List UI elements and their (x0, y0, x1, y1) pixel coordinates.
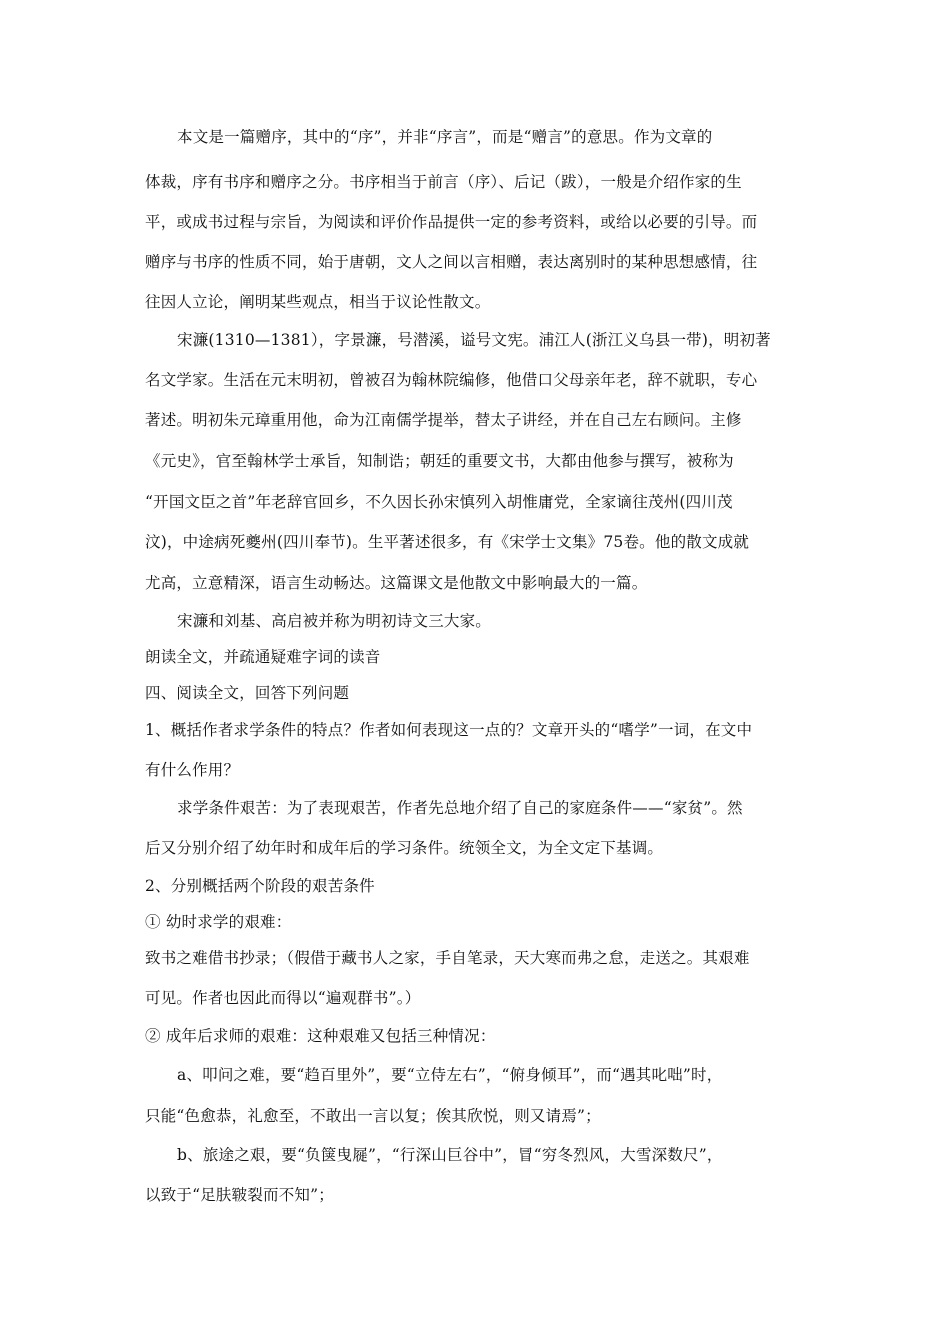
paragraph-line: 《元史》，官至翰林学士承旨，知制诰；朝廷的重要文书，大都由他参与撰写，被称为 (145, 452, 734, 470)
answer-line: b、旅途之艰，要“负箧曳屣”，“行深山巨谷中”，冒“穷冬烈风，大雪深数尺”， (177, 1146, 723, 1164)
paragraph-line: 本文是一篇赠序，其中的“序”，并非“序言”，而是“赠言”的意思。作为文章的 (177, 128, 713, 146)
answer-line: 以致于“足肤皲裂而不知”； (145, 1186, 334, 1204)
subheading-line: ① 幼时求学的艰难： (145, 913, 292, 931)
paragraph-line: 朗读全文，并疏通疑难字词的读音 (145, 648, 381, 666)
paragraph-line: 尤高，立意精深，语言生动畅达。这篇课文是他散文中影响最大的一篇。 (145, 574, 648, 592)
paragraph-line: 宋濂(1310—1381），字景濂，号潜溪，谥号文宪。浦江人(浙江义乌县一带)，明初著 (177, 331, 771, 349)
paragraph-line: 赠序与书序的性质不同，始于唐朝，文人之间以言相赠，表达离别时的某种思想感情，往 (145, 253, 758, 271)
subheading-line: ② 成年后求师的艰难：这种艰难又包括三种情况： (145, 1027, 496, 1045)
paragraph-line: 体裁，序有书序和赠序之分。书序相当于前言（序）、后记（跋），一般是介绍作家的生 (145, 173, 742, 191)
question-line: 2、分别概括两个阶段的艰苦条件 (145, 877, 375, 895)
paragraph-line: 往因人立论，阐明某些观点，相当于议论性散文。 (145, 293, 491, 311)
answer-line: 可见。作者也因此而得以“遍观群书”。） (145, 989, 421, 1007)
question-line: 有什么作用？ (145, 761, 240, 779)
paragraph-line: 平，或成书过程与宗旨，为阅读和评价作品提供一定的参考资料，或给以必要的引导。而 (145, 213, 758, 231)
paragraph-line: 名文学家。生活在元末明初，曾被召为翰林院编修，他借口父母亲年老，辞不就职，专心 (145, 371, 758, 389)
answer-line: 后又分别介绍了幼年时和成年后的学习条件。统领全文，为全文定下基调。 (145, 839, 664, 857)
paragraph-line: 汶)，中途病死夔州(四川奉节)。生平著述很多，有《宋学士文集》75卷。他的散文成就 (145, 533, 750, 551)
answer-line: a、叩问之难，要“趋百里外”，要“立侍左右”，“俯身倾耳”，而“遇其叱咄”时， (177, 1066, 723, 1084)
answer-line: 求学条件艰苦：为了表现艰苦，作者先总地介绍了自己的家庭条件——“家贫”。然 (177, 799, 743, 817)
paragraph-line: 著述。明初朱元璋重用他，命为江南儒学提举，替太子讲经，并在自己左右顾问。主修 (145, 411, 742, 429)
paragraph-line: “开国文臣之首”年老辞官回乡，不久因长孙宋慎列入胡惟庸党，全家谪往茂州(四川茂 (145, 493, 733, 511)
answer-line: 只能“色愈恭，礼愈至，不敢出一言以复；俟其欣悦，则又请焉”； (145, 1107, 601, 1125)
answer-line: 致书之难借书抄录；（假借于藏书人之家，手自笔录，天大寒而弗之怠，走送之。其艰难 (145, 949, 750, 967)
question-line: 1、概括作者求学条件的特点？作者如何表现这一点的？文章开头的“嗜学”一词，在文中 (145, 721, 753, 739)
paragraph-line: 宋濂和刘基、高启被并称为明初诗文三大家。 (177, 612, 492, 630)
section-heading: 四、阅读全文，回答下列问题 (145, 684, 350, 702)
